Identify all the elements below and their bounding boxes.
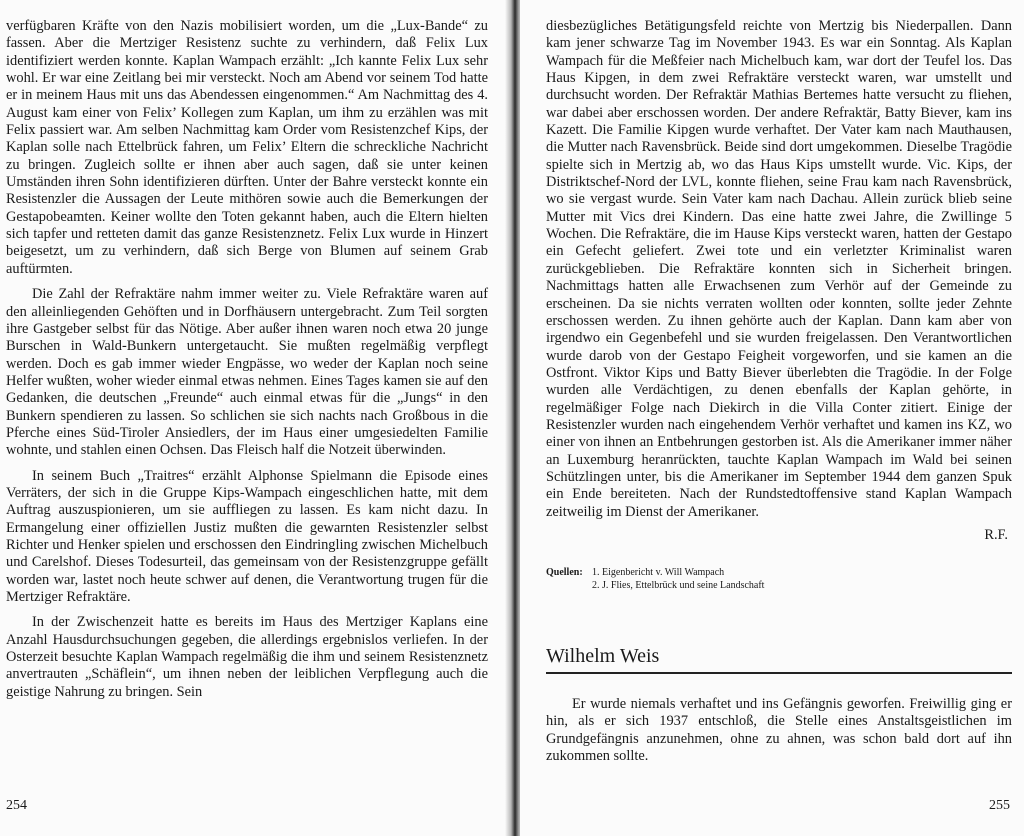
sources-list: [592, 566, 1012, 592]
paragraph-4: In der Zwischenzeit hatte es bereits im Haus des Mertziger Kaplans eine Anzahl Hausdurchsuchungen gegeben, die allerdings ergebnislos verliefen. In der Osterzeit besuchte Kaplan Wampach regelmäßig die ihm und seinem Resistenznetz anvertrauten „Schäflein“, um ihnen neben der leiblichen Verpflegung auch die geistige Nahrung zu bringen. Sein: [6, 614, 488, 700]
author-initials: R.F.: [984, 526, 1008, 543]
section-heading-text: Wilhelm Weis: [546, 644, 660, 667]
paragraph-3: In seinem Buch „Traitres“ erzählt Alphonse Spielmann die Episode eines Verräters, der sich in die Gruppe Kips-Wampach eingeschlichen hatte, mit dem Auftrag auszuspionieren, um sie auffliegen zu lassen. Es kam nicht dazu. In Ermangelung einer offiziellen Justiz mußten die gewarnten Resistenzler selbst Richter und Henker spielen und erschossen den Eindringling zwischen Michelbuch und Carelshof. Dieses Todesurteil, das gemeinsam von der Resistenzgruppe gefällt worden war, lastet noch heute schwer auf denen, die Verantwortung trugen für die Mertziger Refraktäre.: [6, 467, 488, 605]
page-number-right: 255: [989, 798, 1010, 813]
sources-block: [546, 566, 1012, 592]
sources-label: Quellen:: [546, 566, 583, 578]
section-paragraph: Er wurde niemals verhaftet und ins Gefängnis geworfen. Freiwillig ging er hin, als er sich 1937 entschloß, die Stelle eines Anstaltsgeistlichen im Grundgefängnis anzunehmen, ohne zu ahnen, was schon bald dort auf ihn zukommen sollte.: [546, 695, 1012, 764]
paragraph-1: verfügbaren Kräfte von den Nazis mobilisiert worden, um die „Lux-Bande“ zu fassen. Aber die Mertziger Resistenz suchte zu verhindern, daß Felix Lux identifiziert werden konnte. Kaplan Wampach erzählt: „Ich kannte Felix Lux sehr wohl. Er war eine Zeitlang bei mir versteckt. Noch am Abend vor seinem Tod hatte er in meinem Haus mit uns das Abendessen eingenommen.“ Am Nachmittag des 4. August kam einer von Felix’ Kollegen zum Kaplan, um ihm zu erzählen was mit Felix passiert war. Am selben Nachmittag kam Order vom Resistenzchef Kips, der Kaplan solle nach Ettelbrück fahren, um Felix’ Eltern die schreckliche Nachricht zu bringen. Zugleich sollte er ihnen aber auch sagen, daß sie unter keinen Umständen ihren Sohn identifizieren dürften. Unter der Bahre versteckt konnte ein Resistenzler die Aussagen der Leute mithören sowie auch die Bemerkungen der Gestapobeamten. Keiner wollte den Toten gekannt haben, auch die Eltern hielten sich tapfer und retteten damit das ganze Resistenznetz. Felix Lux wurde in Hinzert beigesetzt, um zu verhindern, daß sich Berge von Blumen auf seinem Grab auftürmten.: [6, 18, 488, 277]
page-number-left: 254: [6, 798, 27, 813]
left-page: [0, 0, 510, 836]
paragraph-5: diesbezügliches Betätigungsfeld reichte von Mertzig bis Niederpallen. Dann kam jener schwarze Tag im November 1943. Es war ein Sonntag. Als Kaplan Wampach für die Meßfeier nach Michelbuch kam, war dort der Teufel los. Das Haus Kipgen, in dem zwei Refraktäre versteckt waren, war umstellt und durchsucht worden. Der Refraktär Mathias Bertemes hatte versucht zu fliehen, war dabei aber erschossen worden. Der andere Refraktär, Batty Biever, kam ins Kazett. Die Familie Kipgen wurde verhaftet. Der Vater kam nach Mauthausen, die Mutter nach Ravensbrück. Beide sind dort umgekommen. Dieselbe Tragödie spielte sich in Mertzig ab, wo das Haus Kips umstellt wurde. Vic. Kips, der Distriktschef-Nord der LVL, konnte fliehen, seine Frau kam nach Ravensbrück, wo sie vergast wurde. Sein Vater kam nach Dachau. Allein zurück blieb seine Mutter mit Vics drei Kindern. Das eine hatte zwei Jahre, die Zwillinge 5 Wochen. Die Refraktäre, die im Hause Kips versteckt waren, hatten der Gestapo ein Gefecht geliefert. Zwei tote und ein verletzter Kriminalist waren zurückgeblieben. Die Refraktäre konnten sich in Sicherheit bringen. Nachmittags hatten alle Erwachsenen zum Verhör auf der Gemeinde zu erscheinen. Da sie nichts verraten wollten oder konnten, sollte jeder Zehnte erschossen werden. Zu ihnen gehörte auch der Kaplan. Dann kam aber von irgendwo ein Gegenbefehl und sie wurden freigelassen. Den Verantwortlichen wurde darob von der Gestapo Feigheit vorgeworfen, und sie kamen an die Ostfront. Viktor Kips und Batty Biever überlebten die Tragödie. In der Folge wurden alle Verdächtigen, zu denen ebenfalls der Kaplan gehörte, in regelmäßiger Folge nach Diekirch in die Villa Conter zitiert. Einige der Resistenzler wurden nach eingehendem Verhör verhaftet und kamen ins KZ, wo einer von ihnen an Entbehrungen gestorben ist. Als die Amerikaner immer näher an Luxemburg heranrückten, tauchte Kaplan Wampach im Wald bei seinen Schützlingen unter, bis die Amerikaner im September 1944 dem ganzen Spuk ein Ende bereiteten. Nach der Rundstedtoffensive stand Kaplan Wampach zeitweilig im Dienst der Amerikaner.: [546, 18, 1012, 520]
paragraph-2: Die Zahl der Refraktäre nahm immer weiter zu. Viele Refraktäre waren auf den alleinliegenden Gehöften und in Dorfhäusern untergebracht. Zum Teil sorgten ihre Gastgeber selbst für das Nötige. Aber außer ihnen waren noch etwa 20 junge Burschen in Wald-Bunkern untergetaucht. Sie mußten regelmäßig verpflegt werden. Doch es gab immer wieder Engpässe, wo weder der Kaplan noch seine Helfer wußten, woher wieder einmal etwas nehmen. Eines Tages kamen sie auf den Gedanken, die deutschen „Freunde“ auch einmal etwas für die „Jungs“ in den Bunkern spendieren zu lassen. So schlichen sie sich nachts nach Großbous in die Pferche eines Süd-Tiroler Ansiedlers, der im Haus einer umgesiedelten Familie wohnte, und stahlen einen Ochsen. Das Fleisch half die Notzeit überwinden.: [6, 286, 488, 459]
right-page: [520, 0, 1024, 836]
section-heading: [546, 644, 1012, 674]
source-item: 1. Eigenbericht v. Will Wampach: [592, 566, 725, 578]
source-item: 2. J. Flies, Ettelbrück und seine Landschaft: [592, 579, 765, 591]
